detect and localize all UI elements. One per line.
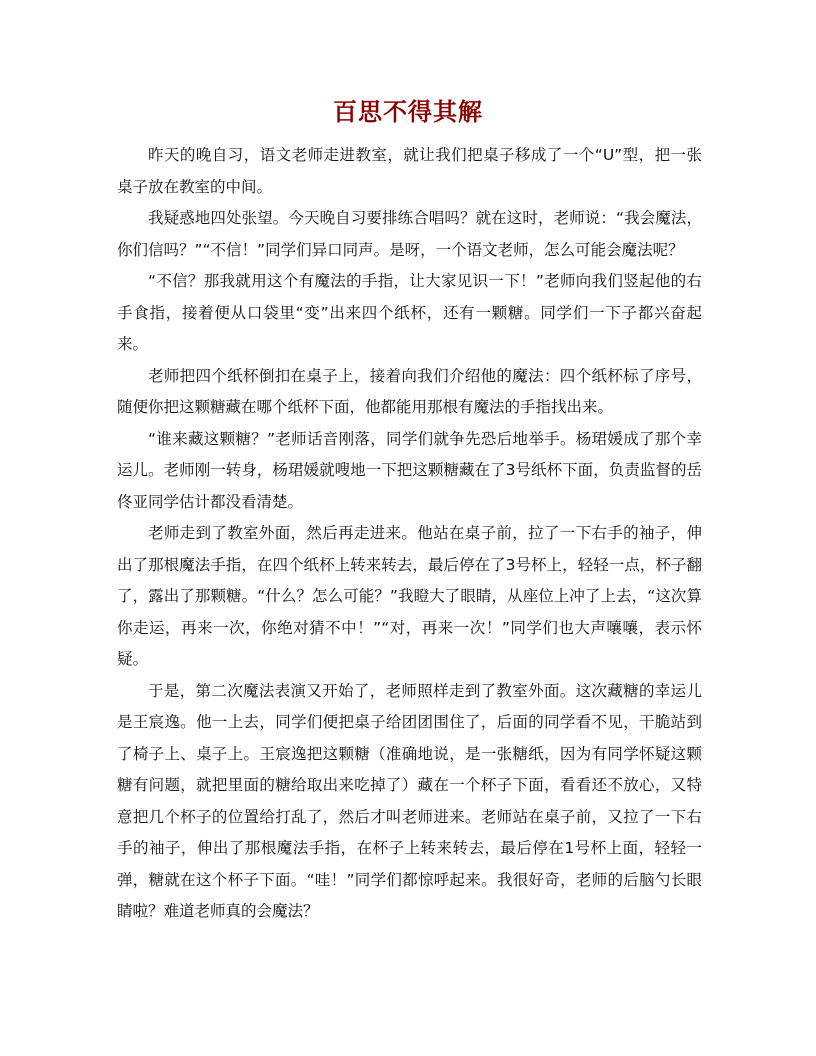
page-title: 百思不得其解 (333, 97, 483, 126)
paragraph-6: 老师走到了教室外面，然后再走进来。他站在桌子前，拉了一下右手的袖子，伸出了那根魔法手指，在四个纸杯上转来转去，最后停在了3号杯上，轻轻一点，杯子翻了，露出了那颗糖。“什么？怎么可能？”我瞪大了眼睛，从座位上冲了上去，“这次算你走运，再来一次，你绝对猜不中！”“对，再来一次！”同学们也大声嚷嚷，表示怀疑。 (117, 524, 702, 668)
paragraph-3: “不信？那我就用这个有魔法的手指，让大家见识一下！”老师向我们竖起他的右手食指，接着便从口袋里“变”出来四个纸杯，还有一颗糖。同学们一下子都兴奋起来。 (117, 272, 702, 353)
paragraph-2: 我疑惑地四处张望。今天晚自习要排练合唱吗？就在这时，老师说：“我会魔法，你们信吗？”“不信！”同学们异口同声。是呀，一个语文老师，怎么可能会魔法呢？ (117, 209, 702, 259)
paragraph-4: 老师把四个纸杯倒扣在桌子上，接着向我们介绍他的魔法：四个纸杯标了序号，随便你把这颗糖藏在哪个纸杯下面，他都能用那根有魔法的手指找出来。 (117, 366, 702, 416)
paragraph-7: 于是，第二次魔法表演又开始了，老师照样走到了教室外面。这次藏糖的幸运儿是王宸逸。他一上去，同学们便把桌子给团团围住了，后面的同学看不见，干脆站到了椅子上、桌子上。王宸逸把这颗糖（准确地说，是一张糖纸，因为有同学怀疑这颗糖有问题，就把里面的糖给取出来吃掉了）藏在一个杯子下面，看看还不放心，又特意把几个杯子的位置给打乱了，然后才叫老师进来。老师站在桌子前，又拉了一下右手的袖子，伸出了那根魔法手指，在杯子上转来转去，最后停在1号杯上面，轻轻一弹，糖就在这个杯子下面。“哇！”同学们都惊呼起来。我很好奇，老师的后脑勺长眼睛啦？难道老师真的会魔法？ (117, 681, 702, 920)
paragraph-1: 昨天的晚自习，语文老师走进教室，就让我们把桌子移成了一个“U”型，把一张桌子放在教室的中间。 (117, 146, 702, 196)
paragraph-5: “谁来藏这颗糖？”老师话音刚落，同学们就争先恐后地举手。杨珺媛成了那个幸运儿。老师刚一转身，杨珺媛就嗖地一下把这颗糖藏在了3号纸杯下面，负责监督的岳佟亚同学估计都没看清楚。 (117, 429, 702, 511)
article-body (117, 140, 702, 928)
